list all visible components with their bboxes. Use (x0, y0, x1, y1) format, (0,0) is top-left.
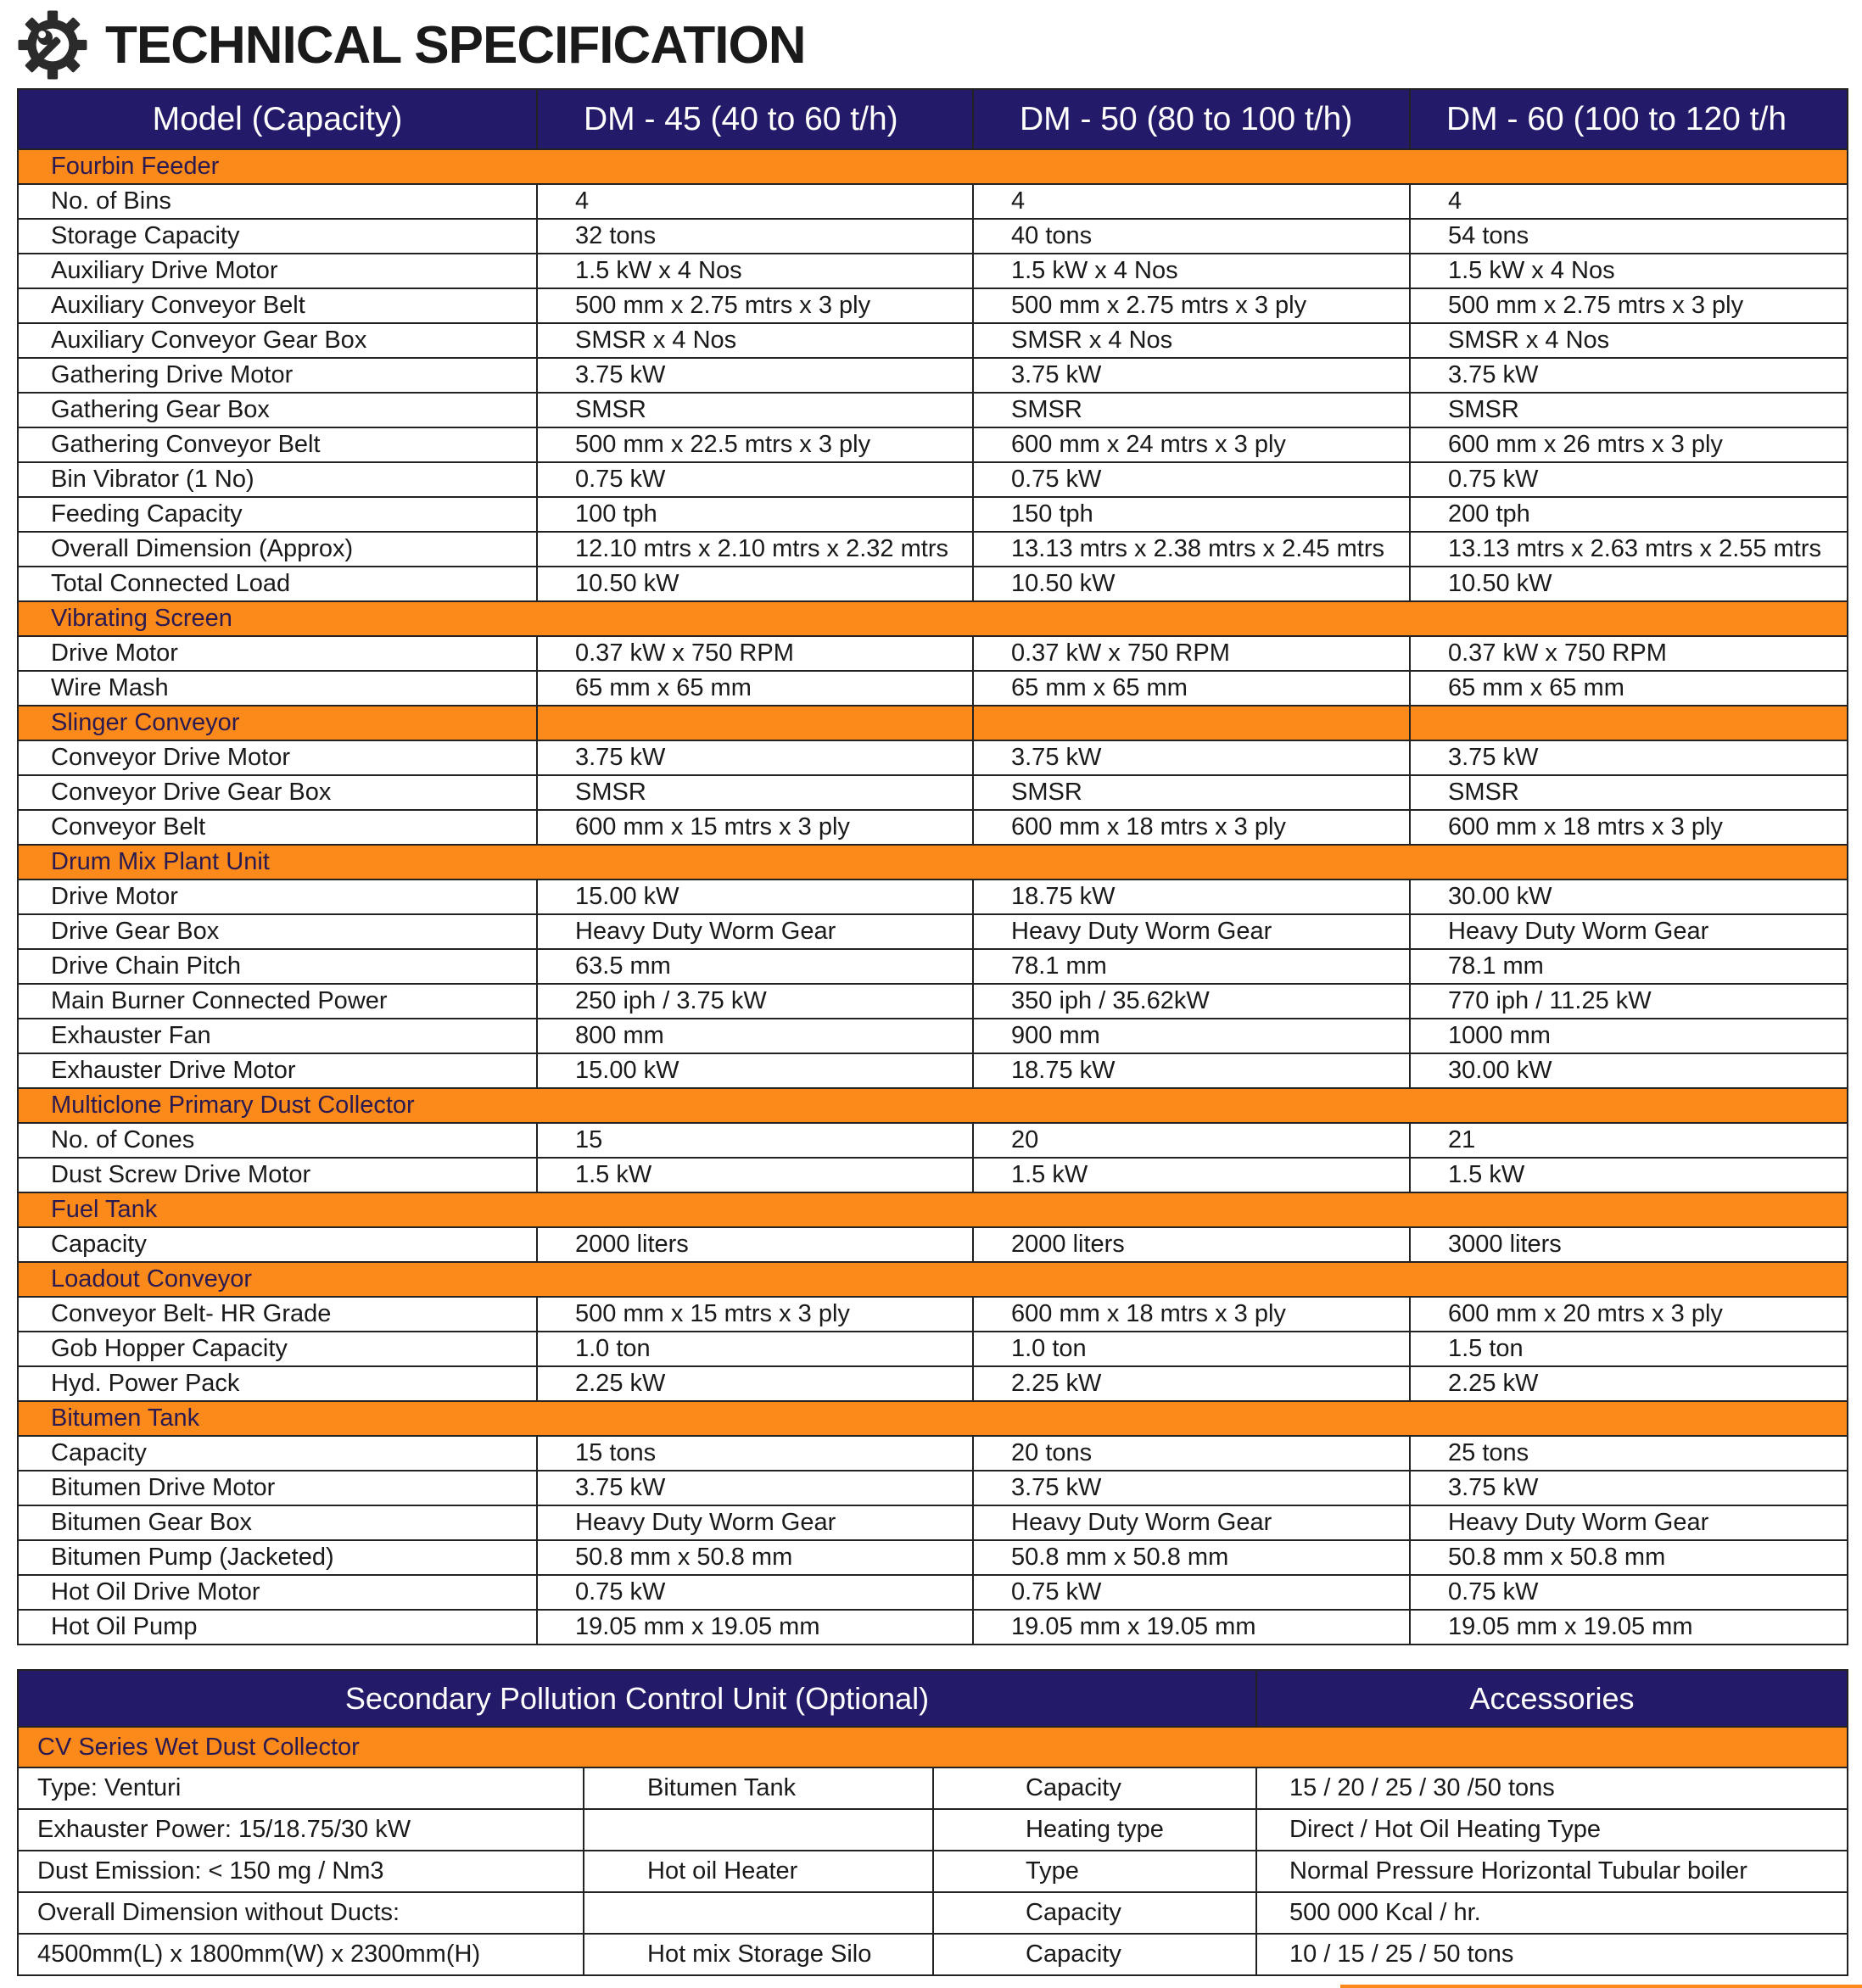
spec-value-cell: 2000 liters (537, 1227, 973, 1262)
spec-table-header (18, 89, 1848, 149)
spec-value-cell: 30.00 kW (1410, 880, 1848, 914)
table-row (18, 1471, 1848, 1505)
spec-label-cell: Conveyor Belt (18, 810, 537, 845)
spec-label-cell: Storage Capacity (18, 219, 537, 254)
spec-value-cell: 900 mm (973, 1019, 1410, 1053)
table-row (18, 1575, 1848, 1610)
spec-value-cell: 13.13 mtrs x 2.63 mtrs x 2.55 mtrs (1410, 532, 1848, 567)
section-blank-cell (973, 706, 1410, 740)
spec-value-cell: SMSR x 4 Nos (973, 323, 1410, 358)
table-row (18, 1892, 1848, 1934)
spec-label-cell: No. of Cones (18, 1123, 537, 1158)
column-header: DM - 50 (80 to 100 t/h) (973, 89, 1410, 149)
spec-value-cell: 0.37 kW x 750 RPM (973, 636, 1410, 671)
spec-label-cell: Main Burner Connected Power (18, 984, 537, 1019)
spec-value-cell: 78.1 mm (1410, 949, 1848, 984)
table-row (18, 219, 1848, 254)
accessory-value-cell: 10 / 15 / 25 / 50 tons (1256, 1934, 1848, 1975)
spec-value-cell: 600 mm x 15 mtrs x 3 ply (537, 810, 973, 845)
table-row (18, 949, 1848, 984)
spec-value-cell: 600 mm x 26 mtrs x 3 ply (1410, 427, 1848, 462)
spec-value-cell: 1.5 kW (1410, 1158, 1848, 1192)
spec-value-cell: 3.75 kW (973, 740, 1410, 775)
spec-value-cell: 600 mm x 18 mtrs x 3 ply (973, 1297, 1410, 1332)
section-label: Fuel Tank (18, 1192, 1848, 1227)
spec-label-cell: Bitumen Gear Box (18, 1505, 537, 1540)
section-row (18, 1088, 1848, 1123)
spec-value-cell: 1.5 kW (973, 1158, 1410, 1192)
spec-value-cell: 10.50 kW (973, 567, 1410, 601)
section-label: Slinger Conveyor (18, 706, 537, 740)
spec-value-cell: 30.00 kW (1410, 1053, 1848, 1088)
spec-label-cell: Conveyor Belt- HR Grade (18, 1297, 537, 1332)
table-row (18, 1436, 1848, 1471)
spec-value-cell: 350 iph / 35.62kW (973, 984, 1410, 1019)
spec-label-cell: Bitumen Pump (Jacketed) (18, 1540, 537, 1575)
table-row (18, 914, 1848, 949)
table-row (18, 636, 1848, 671)
spec-value-cell: 65 mm x 65 mm (973, 671, 1410, 706)
pollution-spec-cell: 4500mm(L) x 1800mm(W) x 2300mm(H) (18, 1934, 584, 1975)
table-row (18, 984, 1848, 1019)
section-row (18, 706, 1848, 740)
table-row (18, 1123, 1848, 1158)
table-row (18, 1332, 1848, 1366)
spec-value-cell: 3.75 kW (537, 1471, 973, 1505)
table-row (18, 1227, 1848, 1262)
spec-label-cell: Gathering Gear Box (18, 393, 537, 427)
section-blank-cell (537, 706, 973, 740)
table-row (18, 1767, 1848, 1809)
accessory-name-cell (584, 1892, 933, 1934)
spec-value-cell: 0.75 kW (537, 1575, 973, 1610)
section-row (18, 1192, 1848, 1227)
spec-value-cell: 600 mm x 18 mtrs x 3 ply (1410, 810, 1848, 845)
spec-value-cell: 15.00 kW (537, 1053, 973, 1088)
spec-value-cell: SMSR x 4 Nos (1410, 323, 1848, 358)
column-header: DM - 60 (100 to 120 t/h (1410, 89, 1848, 149)
spec-value-cell: 250 iph / 3.75 kW (537, 984, 973, 1019)
spec-value-cell: 21 (1410, 1123, 1848, 1158)
table-row (18, 567, 1848, 601)
spec-value-cell: 3.75 kW (1410, 358, 1848, 393)
table-row (18, 1934, 1848, 1975)
spec-value-cell: 2000 liters (973, 1227, 1410, 1262)
accessory-attribute-cell: Capacity (933, 1934, 1256, 1975)
table-row (18, 671, 1848, 706)
section-blank-cell (1410, 706, 1848, 740)
spec-value-cell: 100 tph (537, 497, 973, 532)
table-row (18, 1610, 1848, 1645)
spec-value-cell: 0.37 kW x 750 RPM (537, 636, 973, 671)
spec-label-cell: No. of Bins (18, 184, 537, 219)
spec-table (17, 88, 1848, 1645)
spec-value-cell: SMSR (1410, 393, 1848, 427)
spec-value-cell: 150 tph (973, 497, 1410, 532)
spec-value-cell: 2.25 kW (973, 1366, 1410, 1401)
table-row (18, 1809, 1848, 1851)
spec-label-cell: Wire Mash (18, 671, 537, 706)
pollution-spec-cell: Type: Venturi (18, 1767, 584, 1809)
spec-label-cell: Feeding Capacity (18, 497, 537, 532)
spec-value-cell: SMSR x 4 Nos (537, 323, 973, 358)
section-label: Multiclone Primary Dust Collector (18, 1088, 1848, 1123)
spec-value-cell: 10.50 kW (537, 567, 973, 601)
accessory-name-cell (584, 1809, 933, 1851)
spec-value-cell: 2.25 kW (1410, 1366, 1848, 1401)
table-row (18, 1540, 1848, 1575)
spec-label-cell: Auxiliary Conveyor Belt (18, 288, 537, 323)
table-row (18, 393, 1848, 427)
spec-value-cell: 200 tph (1410, 497, 1848, 532)
page-title: TECHNICAL SPECIFICATION (105, 15, 806, 75)
table-row (18, 462, 1848, 497)
spec-value-cell: 500 mm x 2.75 mtrs x 3 ply (1410, 288, 1848, 323)
table-row (18, 254, 1848, 288)
spec-label-cell: Overall Dimension (Approx) (18, 532, 537, 567)
spec-label-cell: Exhauster Drive Motor (18, 1053, 537, 1088)
spec-value-cell: SMSR (537, 775, 973, 810)
spec-value-cell: 1.5 kW (537, 1158, 973, 1192)
spec-label-cell: Gathering Conveyor Belt (18, 427, 537, 462)
section-row (18, 1401, 1848, 1436)
spec-value-cell: 2.25 kW (537, 1366, 973, 1401)
spec-value-cell: Heavy Duty Worm Gear (537, 1505, 973, 1540)
spec-value-cell: 600 mm x 20 mtrs x 3 ply (1410, 1297, 1848, 1332)
footer-accent-line (1340, 1985, 1862, 1988)
spec-value-cell: 4 (1410, 184, 1848, 219)
table-row (18, 740, 1848, 775)
spec-value-cell: 500 mm x 2.75 mtrs x 3 ply (973, 288, 1410, 323)
spec-value-cell: 20 tons (973, 1436, 1410, 1471)
spec-value-cell: 10.50 kW (1410, 567, 1848, 601)
spec-value-cell: 3.75 kW (1410, 740, 1848, 775)
spec-value-cell: 54 tons (1410, 219, 1848, 254)
column-header: Model (Capacity) (18, 89, 537, 149)
spec-value-cell: 600 mm x 18 mtrs x 3 ply (973, 810, 1410, 845)
table-row (18, 775, 1848, 810)
spec-value-cell: 19.05 mm x 19.05 mm (973, 1610, 1410, 1645)
accessory-name-cell: Bitumen Tank (584, 1767, 933, 1809)
table-row (18, 1366, 1848, 1401)
spec-label-cell: Bin Vibrator (1 No) (18, 462, 537, 497)
spec-value-cell: 32 tons (537, 219, 973, 254)
gear-wrench-icon (15, 8, 90, 82)
pollution-spec-cell: Dust Emission: < 150 mg / Nm3 (18, 1851, 584, 1892)
table-row (18, 184, 1848, 219)
section-row (18, 149, 1848, 184)
spec-value-cell: 1.0 ton (537, 1332, 973, 1366)
accessory-attribute-cell: Capacity (933, 1892, 1256, 1934)
page-header (15, 7, 806, 83)
spec-value-cell: 1.5 kW x 4 Nos (973, 254, 1410, 288)
spec-value-cell: 50.8 mm x 50.8 mm (1410, 1540, 1848, 1575)
spec-value-cell: Heavy Duty Worm Gear (973, 1505, 1410, 1540)
spec-value-cell: 50.8 mm x 50.8 mm (537, 1540, 973, 1575)
spec-value-cell: 4 (537, 184, 973, 219)
spec-value-cell: 0.75 kW (973, 1575, 1410, 1610)
spec-label-cell: Conveyor Drive Gear Box (18, 775, 537, 810)
spec-value-cell: 0.75 kW (973, 462, 1410, 497)
spec-label-cell: Exhauster Fan (18, 1019, 537, 1053)
spec-value-cell: SMSR (973, 393, 1410, 427)
spec-value-cell: 0.75 kW (1410, 462, 1848, 497)
spec-value-cell: 4 (973, 184, 1410, 219)
spec-label-cell: Gathering Drive Motor (18, 358, 537, 393)
spec-value-cell: 3.75 kW (537, 740, 973, 775)
spec-value-cell: 0.75 kW (537, 462, 973, 497)
spec-label-cell: Hyd. Power Pack (18, 1366, 537, 1401)
spec-value-cell: 3.75 kW (973, 358, 1410, 393)
spec-label-cell: Capacity (18, 1436, 537, 1471)
spec-value-cell: 40 tons (973, 219, 1410, 254)
spec-value-cell: 1000 mm (1410, 1019, 1848, 1053)
pollution-spec-cell: Overall Dimension without Ducts: (18, 1892, 584, 1934)
spec-label-cell: Gob Hopper Capacity (18, 1332, 537, 1366)
table-row (18, 532, 1848, 567)
spec-value-cell: SMSR (1410, 775, 1848, 810)
spec-value-cell: 0.37 kW x 750 RPM (1410, 636, 1848, 671)
spec-value-cell: Heavy Duty Worm Gear (1410, 1505, 1848, 1540)
spec-value-cell: 0.75 kW (1410, 1575, 1848, 1610)
spec-value-cell: SMSR (537, 393, 973, 427)
column-header: DM - 45 (40 to 60 t/h) (537, 89, 973, 149)
section-row (18, 845, 1848, 880)
table-row (18, 358, 1848, 393)
spec-label-cell: Drive Gear Box (18, 914, 537, 949)
spec-value-cell: 500 mm x 15 mtrs x 3 ply (537, 1297, 973, 1332)
table-row (18, 1019, 1848, 1053)
secondary-pollution-table (17, 1669, 1848, 1976)
spec-label-cell: Total Connected Load (18, 567, 537, 601)
spec-value-cell: 770 iph / 11.25 kW (1410, 984, 1848, 1019)
spec-value-cell: 65 mm x 65 mm (1410, 671, 1848, 706)
spec-label-cell: Auxiliary Drive Motor (18, 254, 537, 288)
section-label: Fourbin Feeder (18, 149, 1848, 184)
spec-value-cell: 500 mm x 22.5 mtrs x 3 ply (537, 427, 973, 462)
spec-value-cell: 3000 liters (1410, 1227, 1848, 1262)
spec-value-cell: 3.75 kW (973, 1471, 1410, 1505)
spec-value-cell: 800 mm (537, 1019, 973, 1053)
accessory-attribute-cell: Capacity (933, 1767, 1256, 1809)
section-label: Loadout Conveyor (18, 1262, 1848, 1297)
table-row (18, 810, 1848, 845)
section-label: Drum Mix Plant Unit (18, 845, 1848, 880)
table-row (18, 323, 1848, 358)
section-label: CV Series Wet Dust Collector (18, 1727, 1848, 1767)
spec-value-cell: 18.75 kW (973, 1053, 1410, 1088)
spec-value-cell: 19.05 mm x 19.05 mm (1410, 1610, 1848, 1645)
spec-value-cell: 13.13 mtrs x 2.38 mtrs x 2.45 mtrs (973, 532, 1410, 567)
spec-label-cell: Hot Oil Drive Motor (18, 1575, 537, 1610)
spec-label-cell: Drive Motor (18, 636, 537, 671)
spec-label-cell: Drive Motor (18, 880, 537, 914)
table-row (18, 1851, 1848, 1892)
spec-value-cell: 15 (537, 1123, 973, 1158)
pollution-spec-cell: Exhauster Power: 15/18.75/30 kW (18, 1809, 584, 1851)
section-label: Bitumen Tank (18, 1401, 1848, 1436)
spec-value-cell: 18.75 kW (973, 880, 1410, 914)
spec-value-cell: Heavy Duty Worm Gear (1410, 914, 1848, 949)
section-row (18, 1727, 1848, 1767)
spec-label-cell: Conveyor Drive Motor (18, 740, 537, 775)
spec-value-cell: 25 tons (1410, 1436, 1848, 1471)
spec-label-cell: Capacity (18, 1227, 537, 1262)
spec-value-cell: 3.75 kW (537, 358, 973, 393)
accessories-header: Accessories (1256, 1670, 1848, 1727)
spec-value-cell: Heavy Duty Worm Gear (537, 914, 973, 949)
accessory-attribute-cell: Type (933, 1851, 1256, 1892)
spec-label-cell: Drive Chain Pitch (18, 949, 537, 984)
spec-value-cell: Heavy Duty Worm Gear (973, 914, 1410, 949)
table-row (18, 497, 1848, 532)
accessory-name-cell: Hot oil Heater (584, 1851, 933, 1892)
table-row (18, 1297, 1848, 1332)
spec-value-cell: 1.5 ton (1410, 1332, 1848, 1366)
accessory-name-cell: Hot mix Storage Silo (584, 1934, 933, 1975)
spec-value-cell: 1.5 kW x 4 Nos (537, 254, 973, 288)
section-row (18, 1262, 1848, 1297)
spec-value-cell: 15.00 kW (537, 880, 973, 914)
table-row (18, 427, 1848, 462)
accessory-attribute-cell: Heating type (933, 1809, 1256, 1851)
spec-value-cell: 1.5 kW x 4 Nos (1410, 254, 1848, 288)
table-row (18, 880, 1848, 914)
spec-value-cell: 1.0 ton (973, 1332, 1410, 1366)
spec-label-cell: Bitumen Drive Motor (18, 1471, 537, 1505)
accessory-value-cell: 15 / 20 / 25 / 30 /50 tons (1256, 1767, 1848, 1809)
spec-value-cell: 600 mm x 24 mtrs x 3 ply (973, 427, 1410, 462)
accessory-value-cell: Normal Pressure Horizontal Tubular boiler (1256, 1851, 1848, 1892)
spec-value-cell: 500 mm x 2.75 mtrs x 3 ply (537, 288, 973, 323)
spec-value-cell: 3.75 kW (1410, 1471, 1848, 1505)
table-row (18, 1053, 1848, 1088)
spec-label-cell: Hot Oil Pump (18, 1610, 537, 1645)
spec-value-cell: 19.05 mm x 19.05 mm (537, 1610, 973, 1645)
table-row (18, 1505, 1848, 1540)
spec-value-cell: 78.1 mm (973, 949, 1410, 984)
table-row (18, 1158, 1848, 1192)
spec-value-cell: 50.8 mm x 50.8 mm (973, 1540, 1410, 1575)
spec-label-cell: Dust Screw Drive Motor (18, 1158, 537, 1192)
section-row (18, 601, 1848, 636)
secondary-header: Secondary Pollution Control Unit (Optional) (18, 1670, 1256, 1727)
spec-value-cell: 15 tons (537, 1436, 973, 1471)
table-row (18, 288, 1848, 323)
accessory-value-cell: 500 000 Kcal / hr. (1256, 1892, 1848, 1934)
spec-value-cell: 20 (973, 1123, 1410, 1158)
spec-label-cell: Auxiliary Conveyor Gear Box (18, 323, 537, 358)
section-label: Vibrating Screen (18, 601, 1848, 636)
spec-value-cell: 65 mm x 65 mm (537, 671, 973, 706)
spec-value-cell: 63.5 mm (537, 949, 973, 984)
spec-value-cell: SMSR (973, 775, 1410, 810)
accessory-value-cell: Direct / Hot Oil Heating Type (1256, 1809, 1848, 1851)
spec-value-cell: 12.10 mtrs x 2.10 mtrs x 2.32 mtrs (537, 532, 973, 567)
